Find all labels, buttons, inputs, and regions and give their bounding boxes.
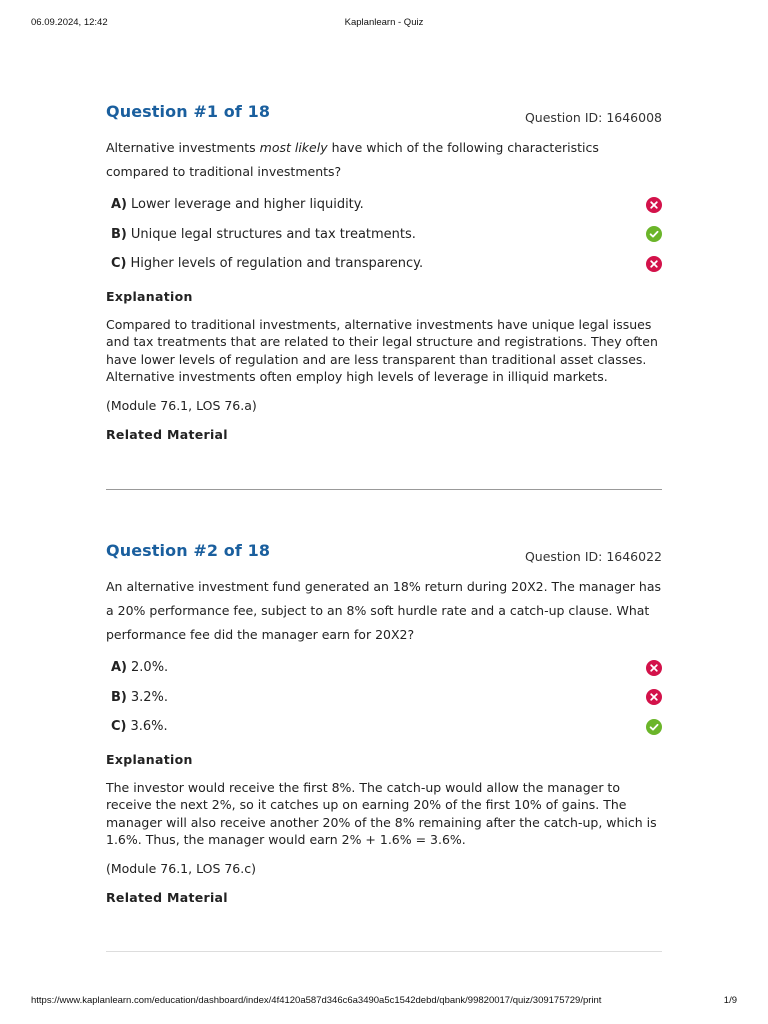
answer-letter: B) [111, 689, 127, 705]
answer-option-c [106, 249, 662, 279]
answer-text: 3.2%. [130, 689, 169, 705]
incorrect-icon [646, 660, 662, 676]
question-divider [106, 489, 662, 490]
answer-option-b [106, 683, 662, 713]
question-2 [106, 541, 662, 905]
print-page-number: 1/9 [723, 995, 737, 1006]
incorrect-icon [646, 689, 662, 705]
question-text-part: Alternative investments [106, 140, 260, 155]
print-header [0, 17, 768, 31]
answer-list [106, 653, 662, 742]
related-material-heading: Related Material [106, 889, 228, 905]
correct-icon [646, 226, 662, 242]
correct-icon [646, 719, 662, 735]
question-text-emphasis: most likely [259, 140, 328, 155]
answer-letter: C) [111, 719, 127, 735]
module-reference: (Module 76.1, LOS 76.c) [106, 860, 256, 876]
module-reference: (Module 76.1, LOS 76.a) [106, 397, 257, 413]
explanation-text: Compared to traditional investments, alternative investments have unique legal issues and tax treatments that are related to their legal structure and registrations. They often have lower levels of regulation and are less transparent than traditional asset classes. Alternative investments often employ high levels of leverage in illiquid markets. [106, 316, 658, 385]
answer-list [106, 190, 662, 279]
explanation-heading: Explanation [106, 751, 193, 767]
related-material-heading: Related Material [106, 426, 228, 442]
explanation-heading: Explanation [106, 288, 193, 304]
incorrect-icon [646, 256, 662, 272]
question-title: Question #1 of 18 [106, 102, 271, 121]
answer-letter: A) [111, 660, 128, 676]
print-footer [0, 995, 768, 1009]
answer-text: Higher levels of regulation and transparency. [130, 256, 424, 272]
answer-text: 3.6%. [130, 719, 168, 735]
print-page-title: Kaplanlearn - Quiz [344, 17, 424, 28]
answer-letter: B) [111, 226, 127, 242]
incorrect-icon [646, 197, 662, 213]
answer-letter: C) [111, 256, 127, 272]
print-url: https://www.kaplanlearn.com/education/dashboard/index/4f4120a587d346c6a3490a5c1542debd/qbank/99820017/quiz/309175729/print [31, 995, 602, 1006]
question-title: Question #2 of 18 [106, 541, 271, 560]
answer-text: Lower leverage and higher liquidity. [131, 197, 364, 213]
question-text: An alternative investment fund generated an 18% return during 20X2. The manager has a 20% performance fee, subject to an 8% soft hurdle rate and a catch-up clause. What performance fee did the manager earn for 20X2? [106, 579, 662, 642]
answer-option-c [106, 712, 662, 742]
question-divider [106, 951, 662, 952]
answer-text: 2.0%. [131, 660, 169, 676]
answer-option-a [106, 190, 662, 220]
explanation-text: The investor would receive the first 8%. The catch-up would allow the manager to receive the next 2%, so it catches up on earning 20% of the first 10% of gains. The manager will also receive another 20% of the 8% remaining after the catch-up, which is 1.6%. Thus, the manager would earn 2% + 1.6% = 3.6%. [106, 779, 657, 848]
question-header [106, 102, 662, 134]
question-1 [106, 102, 662, 442]
question-text-part: have which of the following characteristics compared to traditional investments? [106, 140, 599, 179]
question-id: Question ID: 1646008 [524, 110, 662, 125]
question-header [106, 541, 662, 573]
question-text [106, 136, 662, 184]
answer-text: Unique legal structures and tax treatments. [130, 226, 416, 242]
answer-option-b [106, 220, 662, 250]
answer-option-a [106, 653, 662, 683]
print-datetime: 06.09.2024, 12:42 [31, 17, 108, 28]
answer-letter: A) [111, 197, 128, 213]
question-id: Question ID: 1646022 [524, 549, 662, 564]
